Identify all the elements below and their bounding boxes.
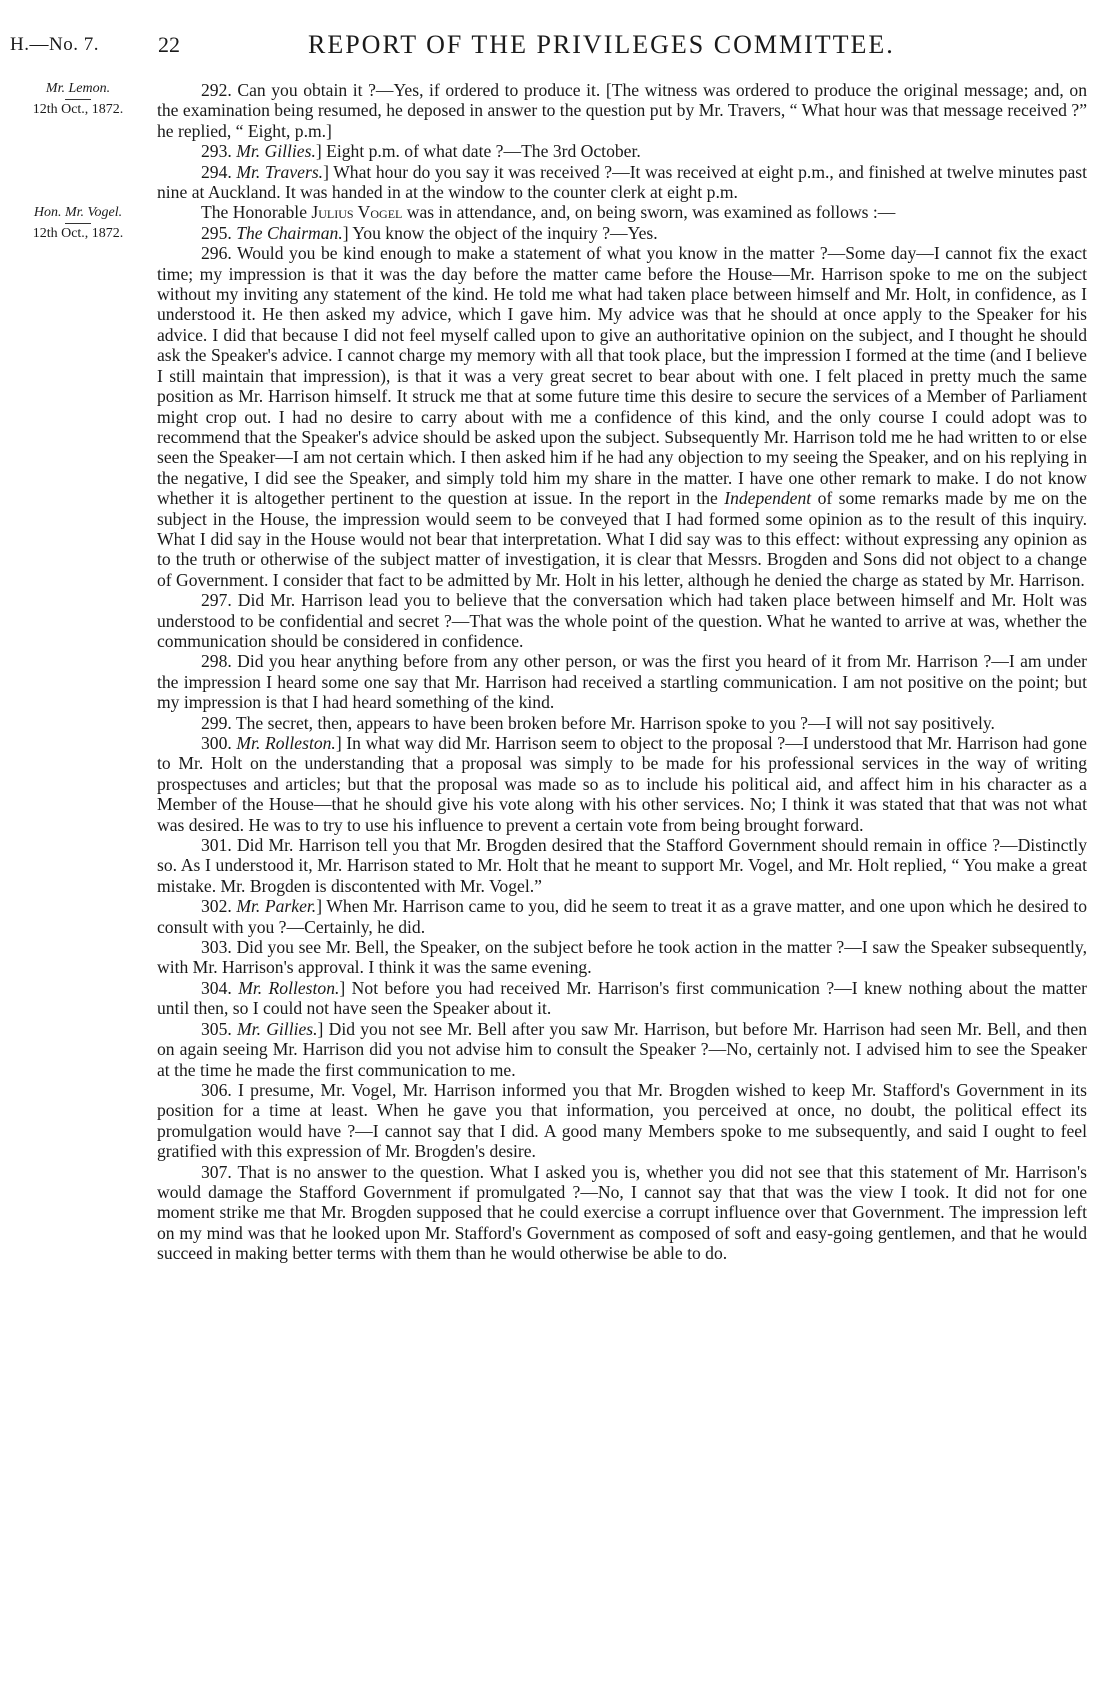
testimony-paragraph <box>157 733 1087 835</box>
paragraph-text: 298. Did you hear anything before from any other person, or was the first you heard of it from Mr. Harrison ?—I am under the impression I heard some one say that Mr. Harrison had received a startling communication. I am not positive on the point; but my impression is that I had heard something of the kind. <box>157 651 1087 713</box>
side-rule <box>65 223 91 224</box>
paragraph-text: ] You know the object of the inquiry ?—Yes. <box>342 222 658 243</box>
paragraph-text: of some remarks made by me on the subject in the House, the impression would seem to be conveyed that I had formed some opinion as to the result of this inquiry. What I did say in the House would not bear that interpretation. What I did say was to this effect: without expressing any opinion as to the truth or otherwise of the subject matter of investigation, it is clear that Messrs. Brogden and Sons did not object to a change of Government. I consider that fact to be admitted by Mr. Holt in his letter, although he denied the charge as stated by Mr. Harrison. <box>157 488 1087 590</box>
italic-speaker-text: Mr. Travers. <box>236 161 324 182</box>
paragraph-text: 299. The secret, then, appears to have been broken before Mr. Harrison spoke to you ?—I will not say positively. <box>201 712 995 733</box>
italic-speaker-text: Independent <box>724 488 812 509</box>
testimony-paragraph <box>157 243 1087 590</box>
paragraph-text: 305. <box>201 1018 238 1039</box>
paper-reference: H.—No. 7. <box>10 34 99 55</box>
paragraph-text: 306. I presume, Mr. Vogel, Mr. Harrison informed you that Mr. Brogden wished to keep Mr. Stafford's Government in its position for a time at least. When he gave you that information, you perceived at once, no doubt, the political effect its promulgation would have ?—I cannot say that I did. A good many Members spoke to me subsequently, and said I ought to feel gratified with this expression of Mr. Brogden's desire. <box>157 1079 1087 1162</box>
italic-speaker-text: Mr. Gillies. <box>236 141 316 162</box>
testimony-paragraph <box>157 1162 1087 1264</box>
italic-speaker-text: Mr. Gillies. <box>237 1018 318 1039</box>
testimony-paragraph <box>157 1080 1087 1162</box>
italic-speaker-text: Mr. Parker. <box>236 896 317 917</box>
italic-speaker-text: The Chairman. <box>236 222 343 243</box>
testimony-paragraph <box>157 202 1087 222</box>
side-note <box>8 204 148 243</box>
paragraph-text: 303. Did you see Mr. Bell, the Speaker, on the subject before he took action in the matter ?—I saw the Speaker subsequently, with Mr. Harrison's approval. I think it was the same evening. <box>157 937 1087 978</box>
testimony-paragraph <box>157 835 1087 896</box>
paragraph-text: ] Eight p.m. of what date ?—The 3rd October. <box>315 141 641 162</box>
side-rule <box>65 99 91 100</box>
paragraph-text: ] In what way did Mr. Harrison seem to object to the proposal ?—I understood that Mr. Harrison had gone to Mr. Holt on the understanding that a proposal was simply to be made for his professional services in the way of writing prospectuses and articles; but that the proposal was made so as to include his political aid, and affect him in his character as a Member of the House—that he should give his vote along with his other services. No; I think it was stated that that was not what was desired. He was to try to use his influence to prevent a certain vote from being brought forward. <box>157 733 1087 835</box>
paragraph-text: 296. Would you be kind enough to make a statement of what you know in the matter ?—Some day—I cannot fix the exact time; my impression is that it was the day before the matter came before the House—Mr. Harrison spoke to me on the subject without my inviting any statement of the kind. He told me what had taken place between himself and Mr. Holt, in confidence, as I understood it. He then asked my advice, which I gave him. My advice was that he should at once apply to the Speaker for his advice. I did that because I did not feel myself called upon to give an authoritative opinion on the subject, and I thought he should ask the Speaker's advice. I cannot charge my memory with all that took place, but the impression I formed at the time (and I believe I still maintain that impression), is that it was a very great secret to bear about with one. I felt placed in pretty much the same position as Mr. Harrison himself. It struck me that at some future time this desire to secure the services of a Member of Parliament might crop out. I had no desire to carry about with me a confidence of this kind, and the only course I could adopt was to recommend that the Speaker's advice should be asked upon the subject. Subsequently Mr. Harrison told me he had written to or else seen the Speaker—I am not certain which. I then asked him if he had any objection to my seeing the Speaker, and on his replying in the negative, I did see the Speaker, and simply told him my share in the matter. I have one other remark to make. I do not know whether it is altogether pertinent to the question at issue. In the report in the <box>157 243 1087 509</box>
italic-speaker-text: Mr. Rolleston. <box>238 977 340 998</box>
testimony-paragraph <box>157 80 1087 141</box>
paragraph-text: was in attendance, and, on being sworn, was examined as follows :— <box>402 202 896 223</box>
paragraph-text: The Honorable <box>201 202 312 223</box>
testimony-paragraph <box>157 141 1087 161</box>
witness-name: Mr. Lemon. <box>45 81 111 96</box>
paragraph-text: ] What hour do you say it was received ?—It was received at eight p.m., and finished at twelve minutes past nine at Auckland. It was handed in at the window to the counter clerk at eight p.m. <box>157 161 1087 203</box>
paragraph-text: 307. That is no answer to the question. What I asked you is, whether you did not see that this statement of Mr. Harrison's would damage the Stafford Government if promulgated ?—No, I cannot say that that was the view I took. It did not for one moment strike me that Mr. Brogden supposed that he could exercise a corrupt influence over that Government. The impression left on my mind was that he looked upon Mr. Stafford's Government as composed of soft and easy-going gentlemen, and that he would succeed in making better terms with them than he would otherwise be able to do. <box>157 1161 1087 1264</box>
testimony-paragraph <box>157 223 1087 243</box>
testimony-paragraph <box>157 1019 1087 1080</box>
examination-date: 12th Oct., 1872. <box>32 226 124 242</box>
paragraph-text: 294. <box>201 161 237 182</box>
paragraph-text: ] Did you not see Mr. Bell after you saw Mr. Harrison, but before Mr. Harrison had seen Mr. Bell, and then on again seeing Mr. Harrison did you not advise him to consult the Speaker ?—No, certainly not. I advised him to see the Speaker at the time he made the first communication to me. <box>157 1018 1087 1080</box>
italic-speaker-text: Mr. Rolleston. <box>236 733 336 753</box>
paragraph-text: ] When Mr. Harrison came to you, did he seem to treat it as a grave matter, and one upon which he desired to consult with you ?—Certainly, he did. <box>157 896 1088 937</box>
paragraph-text: 302. <box>201 896 237 917</box>
testimony-section-lemon <box>0 80 1114 202</box>
page-title: REPORT OF THE PRIVILEGES COMMITTEE. <box>308 30 895 59</box>
testimony-paragraph <box>157 937 1087 978</box>
examination-date: 12th Oct., 1872. <box>32 102 124 117</box>
witness-name: Hon. Mr. Vogel. <box>33 205 123 221</box>
testimony-paragraph <box>157 713 1087 733</box>
testimony-paragraph <box>157 590 1087 651</box>
testimony-paragraph <box>157 651 1087 712</box>
small-caps-name: Julius Vogel <box>311 202 403 223</box>
paragraph-text: 301. Did Mr. Harrison tell you that Mr. Brogden desired that the Stafford Government should remain in office ?—Distinctly so. As I understood it, Mr. Harrison stated to Mr. Holt that he meant to support Mr. Vogel, and Mr. Holt replied, “ You make a great mistake. Mr. Brogden is discontented with Mr. Vogel.” <box>157 835 1087 896</box>
page-number: 22 <box>158 32 180 57</box>
paragraph-text: 300. <box>201 733 237 753</box>
testimony-paragraph <box>157 896 1087 937</box>
section-text <box>157 80 1087 202</box>
paragraph-text: 292. Can you obtain it ?—Yes, if ordered to produce it. [The witness was ordered to produce the original message; and, on the examination being resumed, he deposed in answer to the question put by Mr. Travers, “ What hour was that message received ?” he replied, “ Eight, p.m.] <box>157 80 1087 141</box>
side-note <box>8 80 148 119</box>
paragraph-text: 304. <box>201 977 239 998</box>
paragraph-text: 295. <box>201 222 237 243</box>
paragraph-text: ] Not before you had received Mr. Harrison's first communication ?—I knew nothing about the matter until then, so I could not have seen the Speaker about it. <box>157 977 1087 1019</box>
page-header <box>0 30 1114 64</box>
section-text <box>157 202 1087 1263</box>
testimony-paragraph <box>157 978 1087 1019</box>
paragraph-text: 293. <box>201 141 237 162</box>
document-body <box>0 80 1114 1264</box>
paragraph-text: 297. Did Mr. Harrison lead you to believe that the conversation which had taken place between himself and Mr. Holt was understood to be confidential and secret ?—That was the whole point of the question. What he wanted to arrive at was, whether the communication should be considered in confidence. <box>157 590 1087 651</box>
testimony-section-vogel <box>0 202 1114 1263</box>
testimony-paragraph <box>157 162 1087 203</box>
